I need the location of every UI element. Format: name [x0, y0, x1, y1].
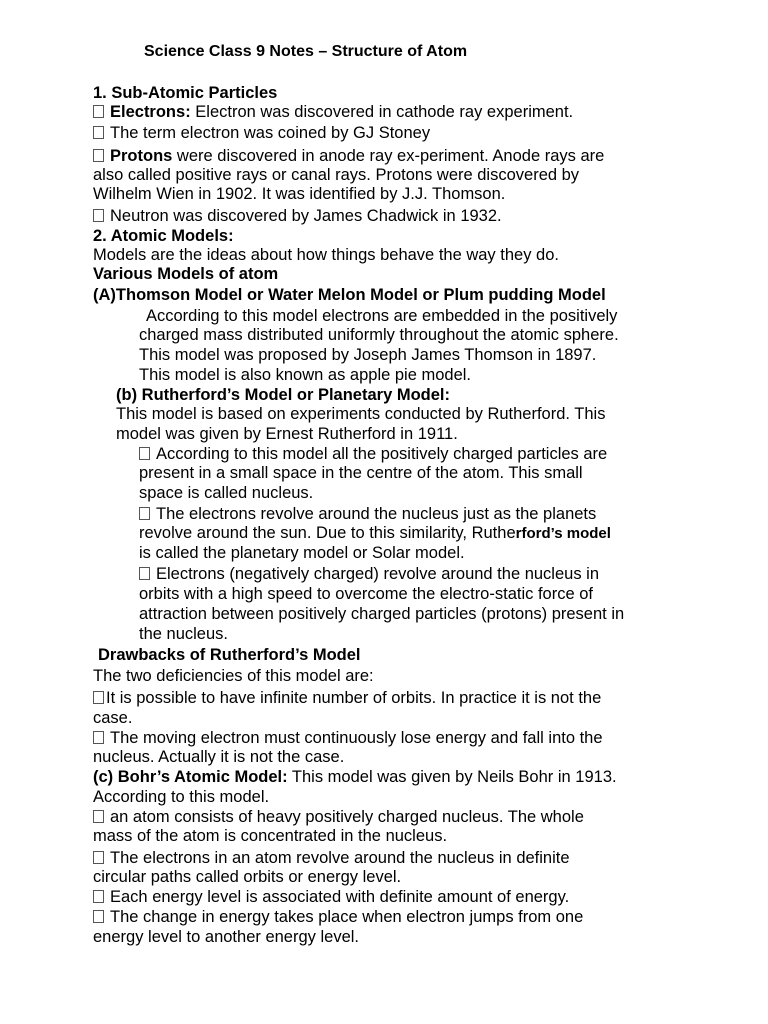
protons-line-1: were discovered in anode ray ex-periment. Anode rays are	[172, 147, 605, 165]
drawback-1-line-2: case.	[93, 709, 133, 727]
bohr-point-4	[93, 907, 583, 927]
drawback-2	[93, 728, 603, 748]
rutherford-heading: (b) Rutherford’s Model or Planetary Model:	[116, 386, 450, 404]
thomson-line-2: charged mass distributed uniformly throughout the atomic sphere.	[139, 326, 619, 344]
bohr-point-2	[93, 848, 570, 868]
various-models-heading: Various Models of atom	[93, 265, 279, 283]
drawback-1	[93, 688, 601, 708]
thomson-line-1: According to this model electrons are embedded in the positively	[146, 307, 618, 325]
thomson-line-4: This model is also known as apple pie model.	[139, 366, 472, 384]
bullet-box-icon	[93, 731, 104, 744]
drawback-2-line-2: nucleus. Actually it is not the case.	[93, 748, 345, 766]
rutherford-point-1-line-3: space is called nucleus.	[139, 484, 314, 502]
drawback-2-line-1: The moving electron must continuously lose energy and fall into the	[110, 729, 603, 747]
bohr-point-1-line-1: an atom consists of heavy positively charged nucleus. The whole	[110, 808, 584, 826]
section-heading-atomic-models: 2. Atomic Models:	[93, 227, 234, 245]
rutherford-point-2-line-2	[139, 523, 611, 544]
rutherford-point-2	[139, 504, 596, 524]
bohr-point-1	[93, 807, 584, 827]
bohr-heading: (c) Bohr’s Atomic Model:	[93, 768, 288, 786]
bohr-point-3	[93, 887, 569, 907]
bullet-box-icon	[139, 447, 150, 460]
bullet-protons	[93, 146, 604, 166]
bullet-neutron	[93, 206, 502, 226]
bullet-box-icon	[93, 890, 104, 903]
protons-label: Protons	[110, 147, 173, 165]
rutherford-point-3-line-4: the nucleus.	[139, 625, 228, 643]
bohr-heading-text: This model was given by Neils Bohr in 1913.	[287, 768, 617, 786]
protons-line-3: Wilhelm Wien in 1902. It was identified by J.J. Thomson.	[93, 185, 506, 203]
drawbacks-intro: The two deficiencies of this model are:	[93, 667, 374, 685]
bullet-electrons	[93, 102, 573, 122]
rutherford-point-2-line-2a: revolve around the sun. Due to this similarity, Ruthe	[139, 524, 516, 542]
rutherford-point-2-line-1: The electrons revolve around the nucleus just as the planets	[156, 505, 597, 523]
bullet-box-icon	[93, 209, 104, 222]
bullet-box-icon	[93, 126, 104, 139]
rutherford-point-3-line-1: Electrons (negatively charged) revolve around the nucleus in	[156, 565, 600, 583]
bullet-box-icon	[93, 149, 104, 162]
bohr-point-2-line-1: The electrons in an atom revolve around the nucleus in definite	[110, 849, 570, 867]
rutherford-point-3-line-2: orbits with a high speed to overcome the electro-static force of	[139, 585, 593, 603]
bohr-point-1-line-2: mass of the atom is concentrated in the nucleus.	[93, 827, 448, 845]
bohr-point-4-line-2: energy level to another energy level.	[93, 928, 359, 946]
bullet-box-icon	[139, 507, 150, 520]
bullet-stoney	[93, 123, 430, 143]
rutherford-intro-1: This model is based on experiments conducted by Rutherford. This	[116, 405, 606, 423]
page-title: Science Class 9 Notes – Structure of Atom	[144, 43, 468, 60]
rutherford-intro-2: model was given by Ernest Rutherford in 1911.	[116, 425, 458, 443]
bohr-point-4-line-1: The change in energy takes place when electron jumps from one	[110, 908, 584, 926]
thomson-heading: (A)Thomson Model or Water Melon Model or Plum pudding Model	[93, 286, 606, 304]
bullet-box-icon	[93, 810, 104, 823]
rutherford-point-1	[139, 444, 607, 464]
electrons-label: Electrons:	[110, 103, 191, 121]
rutherford-point-1-line-2: present in a small space in the centre of the atom. This small	[139, 464, 583, 482]
thomson-line-3: This model was proposed by Joseph James Thomson in 1897.	[139, 346, 597, 364]
bohr-intro: According to this model.	[93, 788, 270, 806]
bullet-box-icon	[93, 910, 104, 923]
section-heading-subatomic: 1. Sub-Atomic Particles	[93, 84, 278, 102]
bohr-point-3-line-1: Each energy level is associated with definite amount of energy.	[110, 888, 570, 906]
protons-line-2: also called positive rays or canal rays. Protons were discovered by	[93, 166, 580, 184]
drawbacks-heading: Drawbacks of Rutherford’s Model	[98, 646, 361, 664]
rutherford-point-3	[139, 564, 599, 584]
bullet-box-icon	[93, 851, 104, 864]
rutherford-point-2-line-3: is called the planetary model or Solar model.	[139, 544, 465, 562]
models-intro: Models are the ideas about how things behave the way they do.	[93, 246, 559, 264]
bohr-heading-line	[93, 767, 617, 787]
rutherford-point-2-line-2b: rford’s model	[515, 525, 611, 542]
bullet-box-icon	[93, 691, 104, 704]
rutherford-point-1-line-1: According to this model all the positively charged particles are	[156, 445, 608, 463]
drawback-1-line-1: It is possible to have infinite number of orbits. In practice it is not the	[106, 689, 602, 707]
bohr-point-2-line-2: circular paths called orbits or energy level.	[93, 868, 402, 886]
rutherford-point-3-line-3: attraction between positively charged particles (protons) present in	[139, 605, 625, 623]
stoney-text: The term electron was coined by GJ Stoney	[110, 124, 431, 142]
neutron-text: Neutron was discovered by James Chadwick in 1932.	[110, 207, 502, 225]
electrons-text: Electron was discovered in cathode ray experiment.	[190, 103, 574, 121]
bullet-box-icon	[139, 567, 150, 580]
bullet-box-icon	[93, 105, 104, 118]
